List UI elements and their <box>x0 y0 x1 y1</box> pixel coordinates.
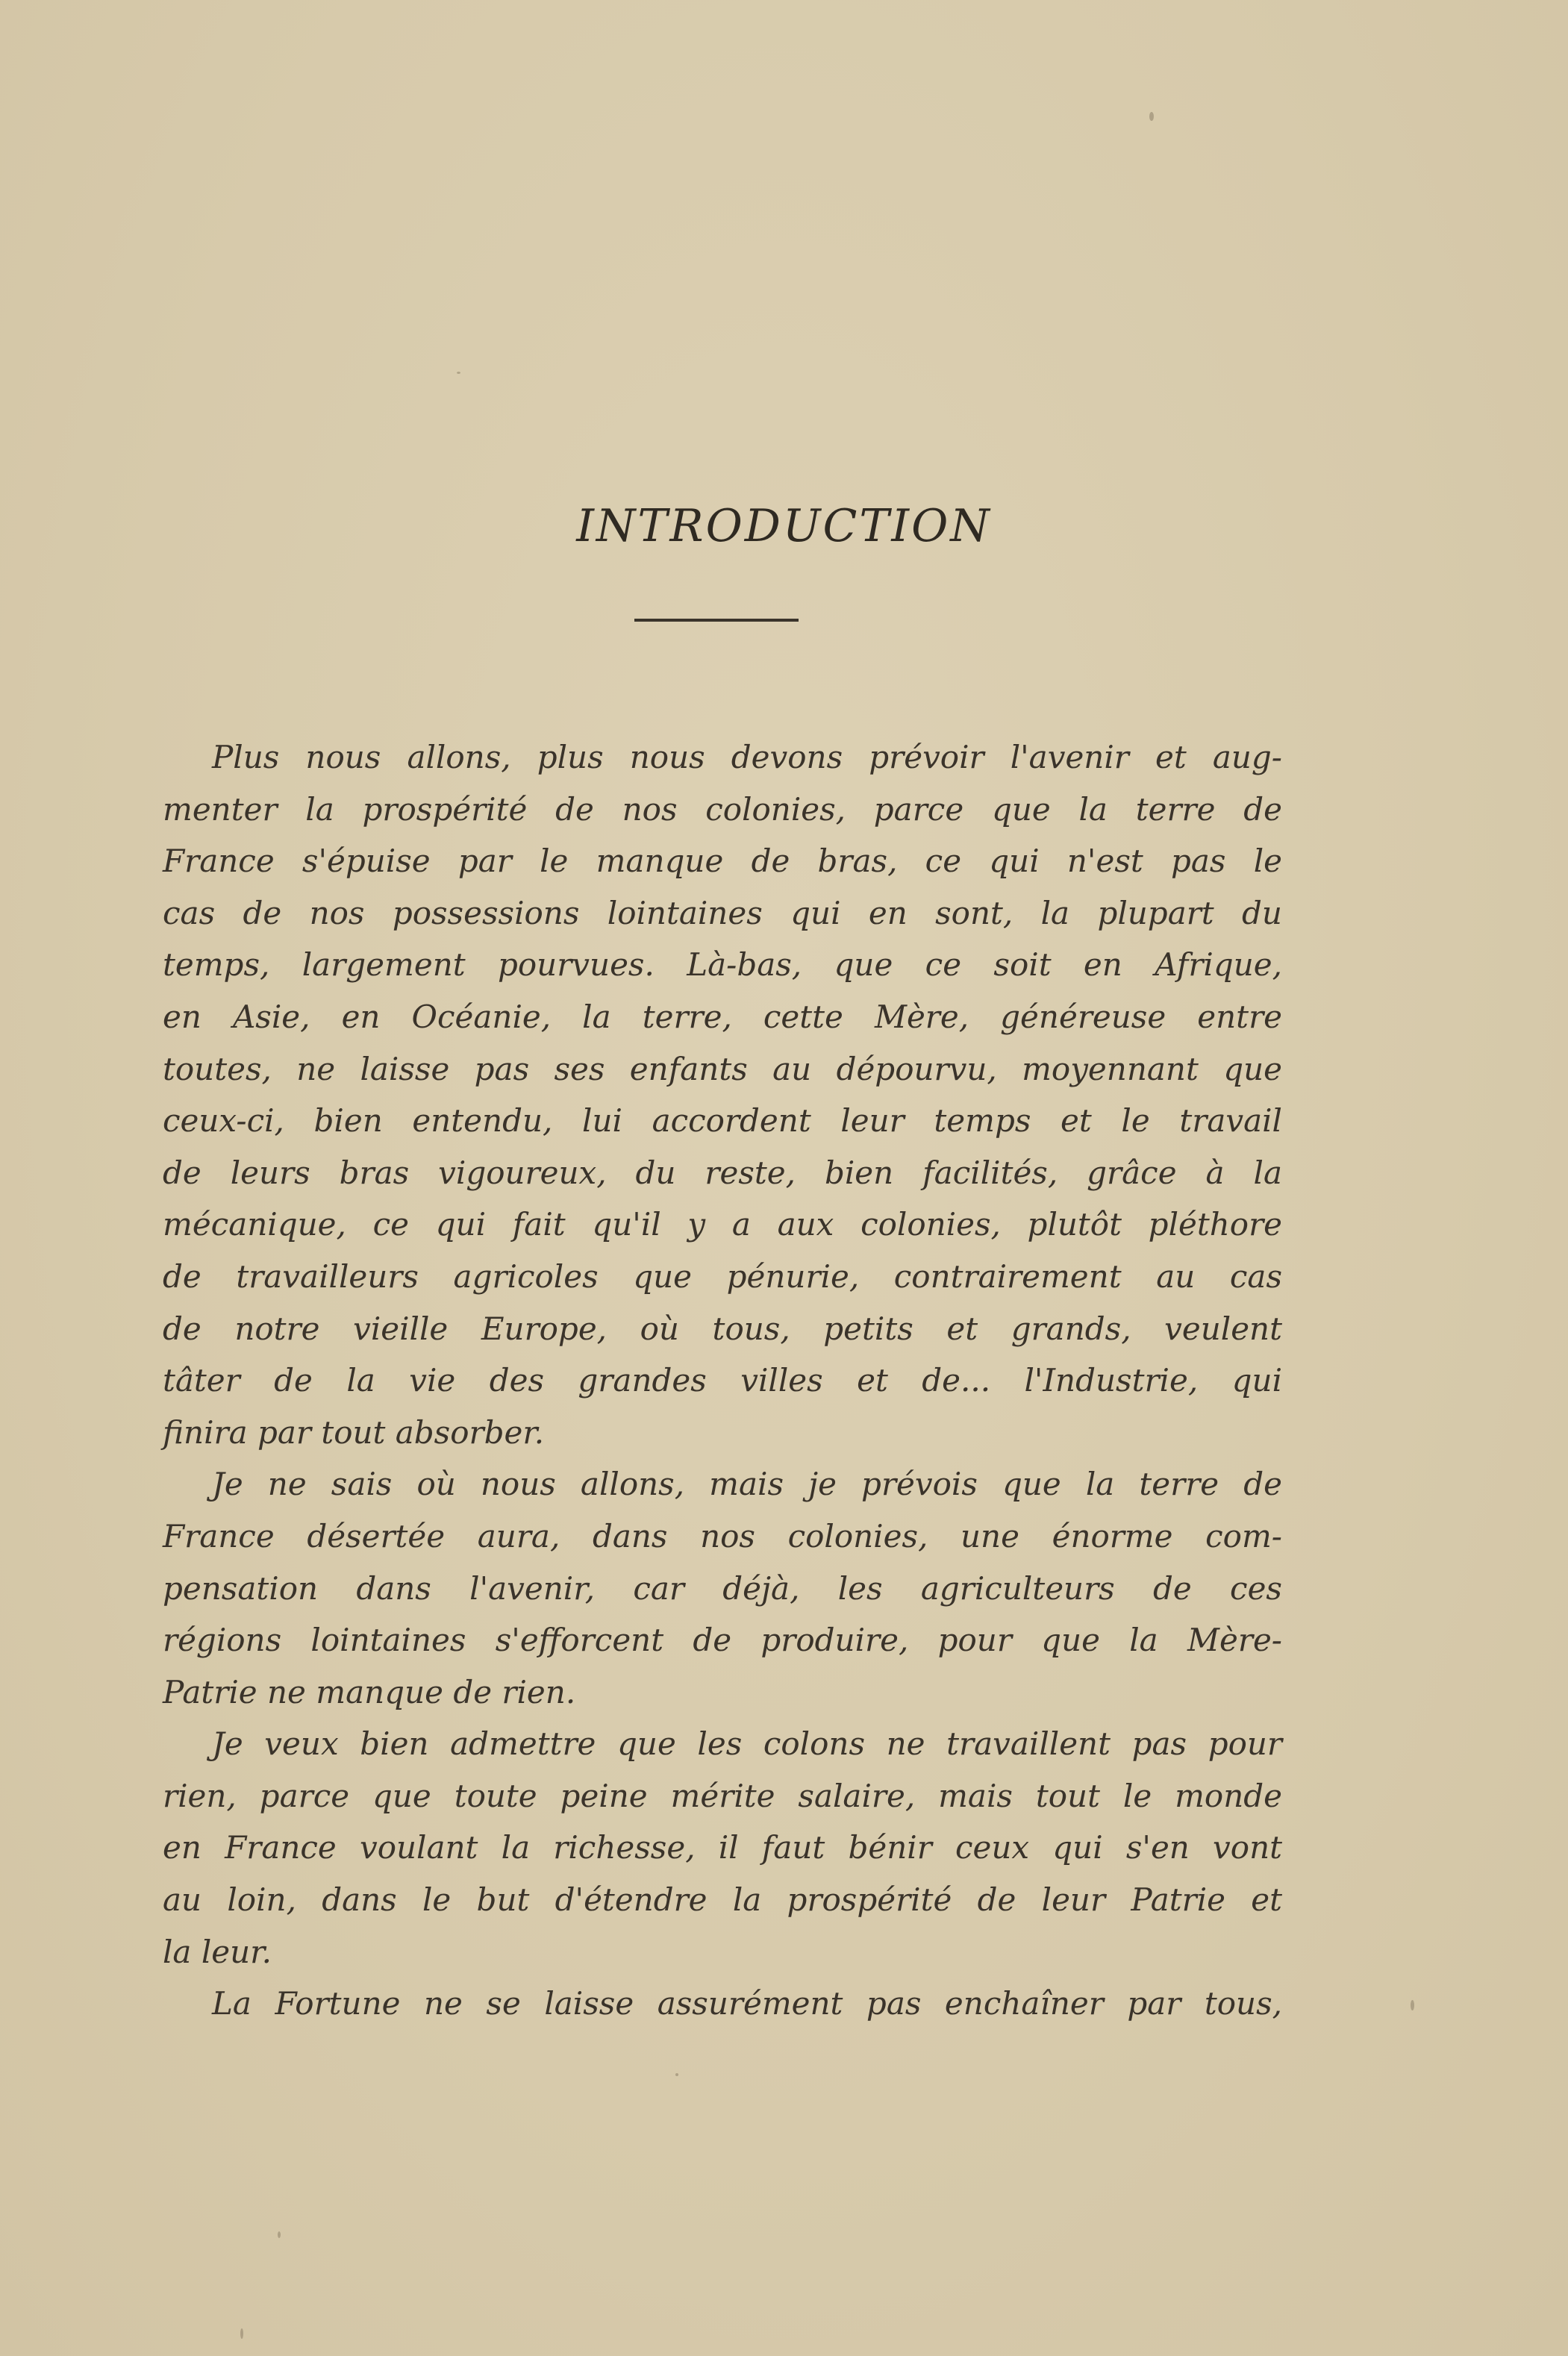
title-rule <box>634 619 799 622</box>
text-line: Je ne sais où nous allons, mais je prévois que la terre de <box>212 1466 1282 1503</box>
paper-speck <box>240 2328 243 2339</box>
text-line: temps, largement pourvues. Là-bas, que ce soit en Afrique, <box>163 946 1282 984</box>
text-line: Je veux bien admettre que les colons ne travaillent pas pour <box>212 1725 1282 1763</box>
paper-speck <box>675 2073 678 2076</box>
text-line: de leurs bras vigoureux, du reste, bien facilités, grâce à la <box>163 1154 1282 1191</box>
paper-speck <box>457 372 460 374</box>
text-line: toutes, ne laisse pas ses enfants au dépourvu, moyennant que <box>163 1050 1282 1087</box>
text-line: France désertée aura, dans nos colonies, une énorme com- <box>163 1517 1282 1554</box>
text-line: cas de nos possessions lointaines qui en sont, la plupart du <box>163 894 1282 931</box>
text-line: Patrie ne manque de rien. <box>163 1673 576 1710</box>
paragraph <box>163 1978 1282 2030</box>
text-line: finira par tout absorber. <box>163 1413 545 1451</box>
text-line: mécanique, ce qui fait qu'il y a aux colonies, plutôt pléthore <box>163 1206 1282 1243</box>
paragraph <box>163 1458 1282 1718</box>
paper-speck <box>1149 112 1154 121</box>
text-line: de travailleurs agricoles que pénurie, contrairement au cas <box>163 1257 1282 1295</box>
text-line: en Asie, en Océanie, la terre, cette Mère, généreuse entre <box>163 998 1282 1035</box>
paragraph <box>163 1718 1282 1978</box>
page-title: INTRODUCTION <box>576 500 992 552</box>
paragraph <box>163 731 1282 1458</box>
text-line: France s'épuise par le manque de bras, ce qui n'est pas le <box>163 843 1282 880</box>
paper-speck <box>1411 2000 1414 2010</box>
text-line: Plus nous allons, plus nous devons prévoir l'avenir et aug- <box>212 739 1282 775</box>
text-line: tâter de la vie des grandes villes et de... l'Industrie, qui <box>163 1362 1282 1399</box>
text-line: au loin, dans le but d'étendre la prospérité de leur Patrie et <box>163 1881 1282 1919</box>
text-line: menter la prospérité de nos colonies, parce que la terre de <box>163 790 1282 828</box>
text-line: La Fortune ne se laisse assurément pas enchaîner par tous, <box>212 1985 1282 2022</box>
text-line: régions lointaines s'efforcent de produire, pour que la Mère- <box>163 1622 1282 1659</box>
text-line: la leur. <box>163 1933 272 1970</box>
text-line: rien, parce que toute peine mérite salaire, mais tout le monde <box>163 1777 1282 1814</box>
text-line: pensation dans l'avenir, car déjà, les agriculteurs de ces <box>163 1569 1282 1607</box>
text-line: de notre vieille Europe, où tous, petits et grands, veulent <box>163 1310 1282 1347</box>
body-text <box>163 731 1282 2030</box>
text-line: ceux-ci, bien entendu, lui accordent leur temps et le travail <box>163 1102 1282 1140</box>
text-line: en France voulant la richesse, il faut bénir ceux qui s'en vont <box>163 1829 1282 1866</box>
paper-speck <box>278 2231 281 2238</box>
